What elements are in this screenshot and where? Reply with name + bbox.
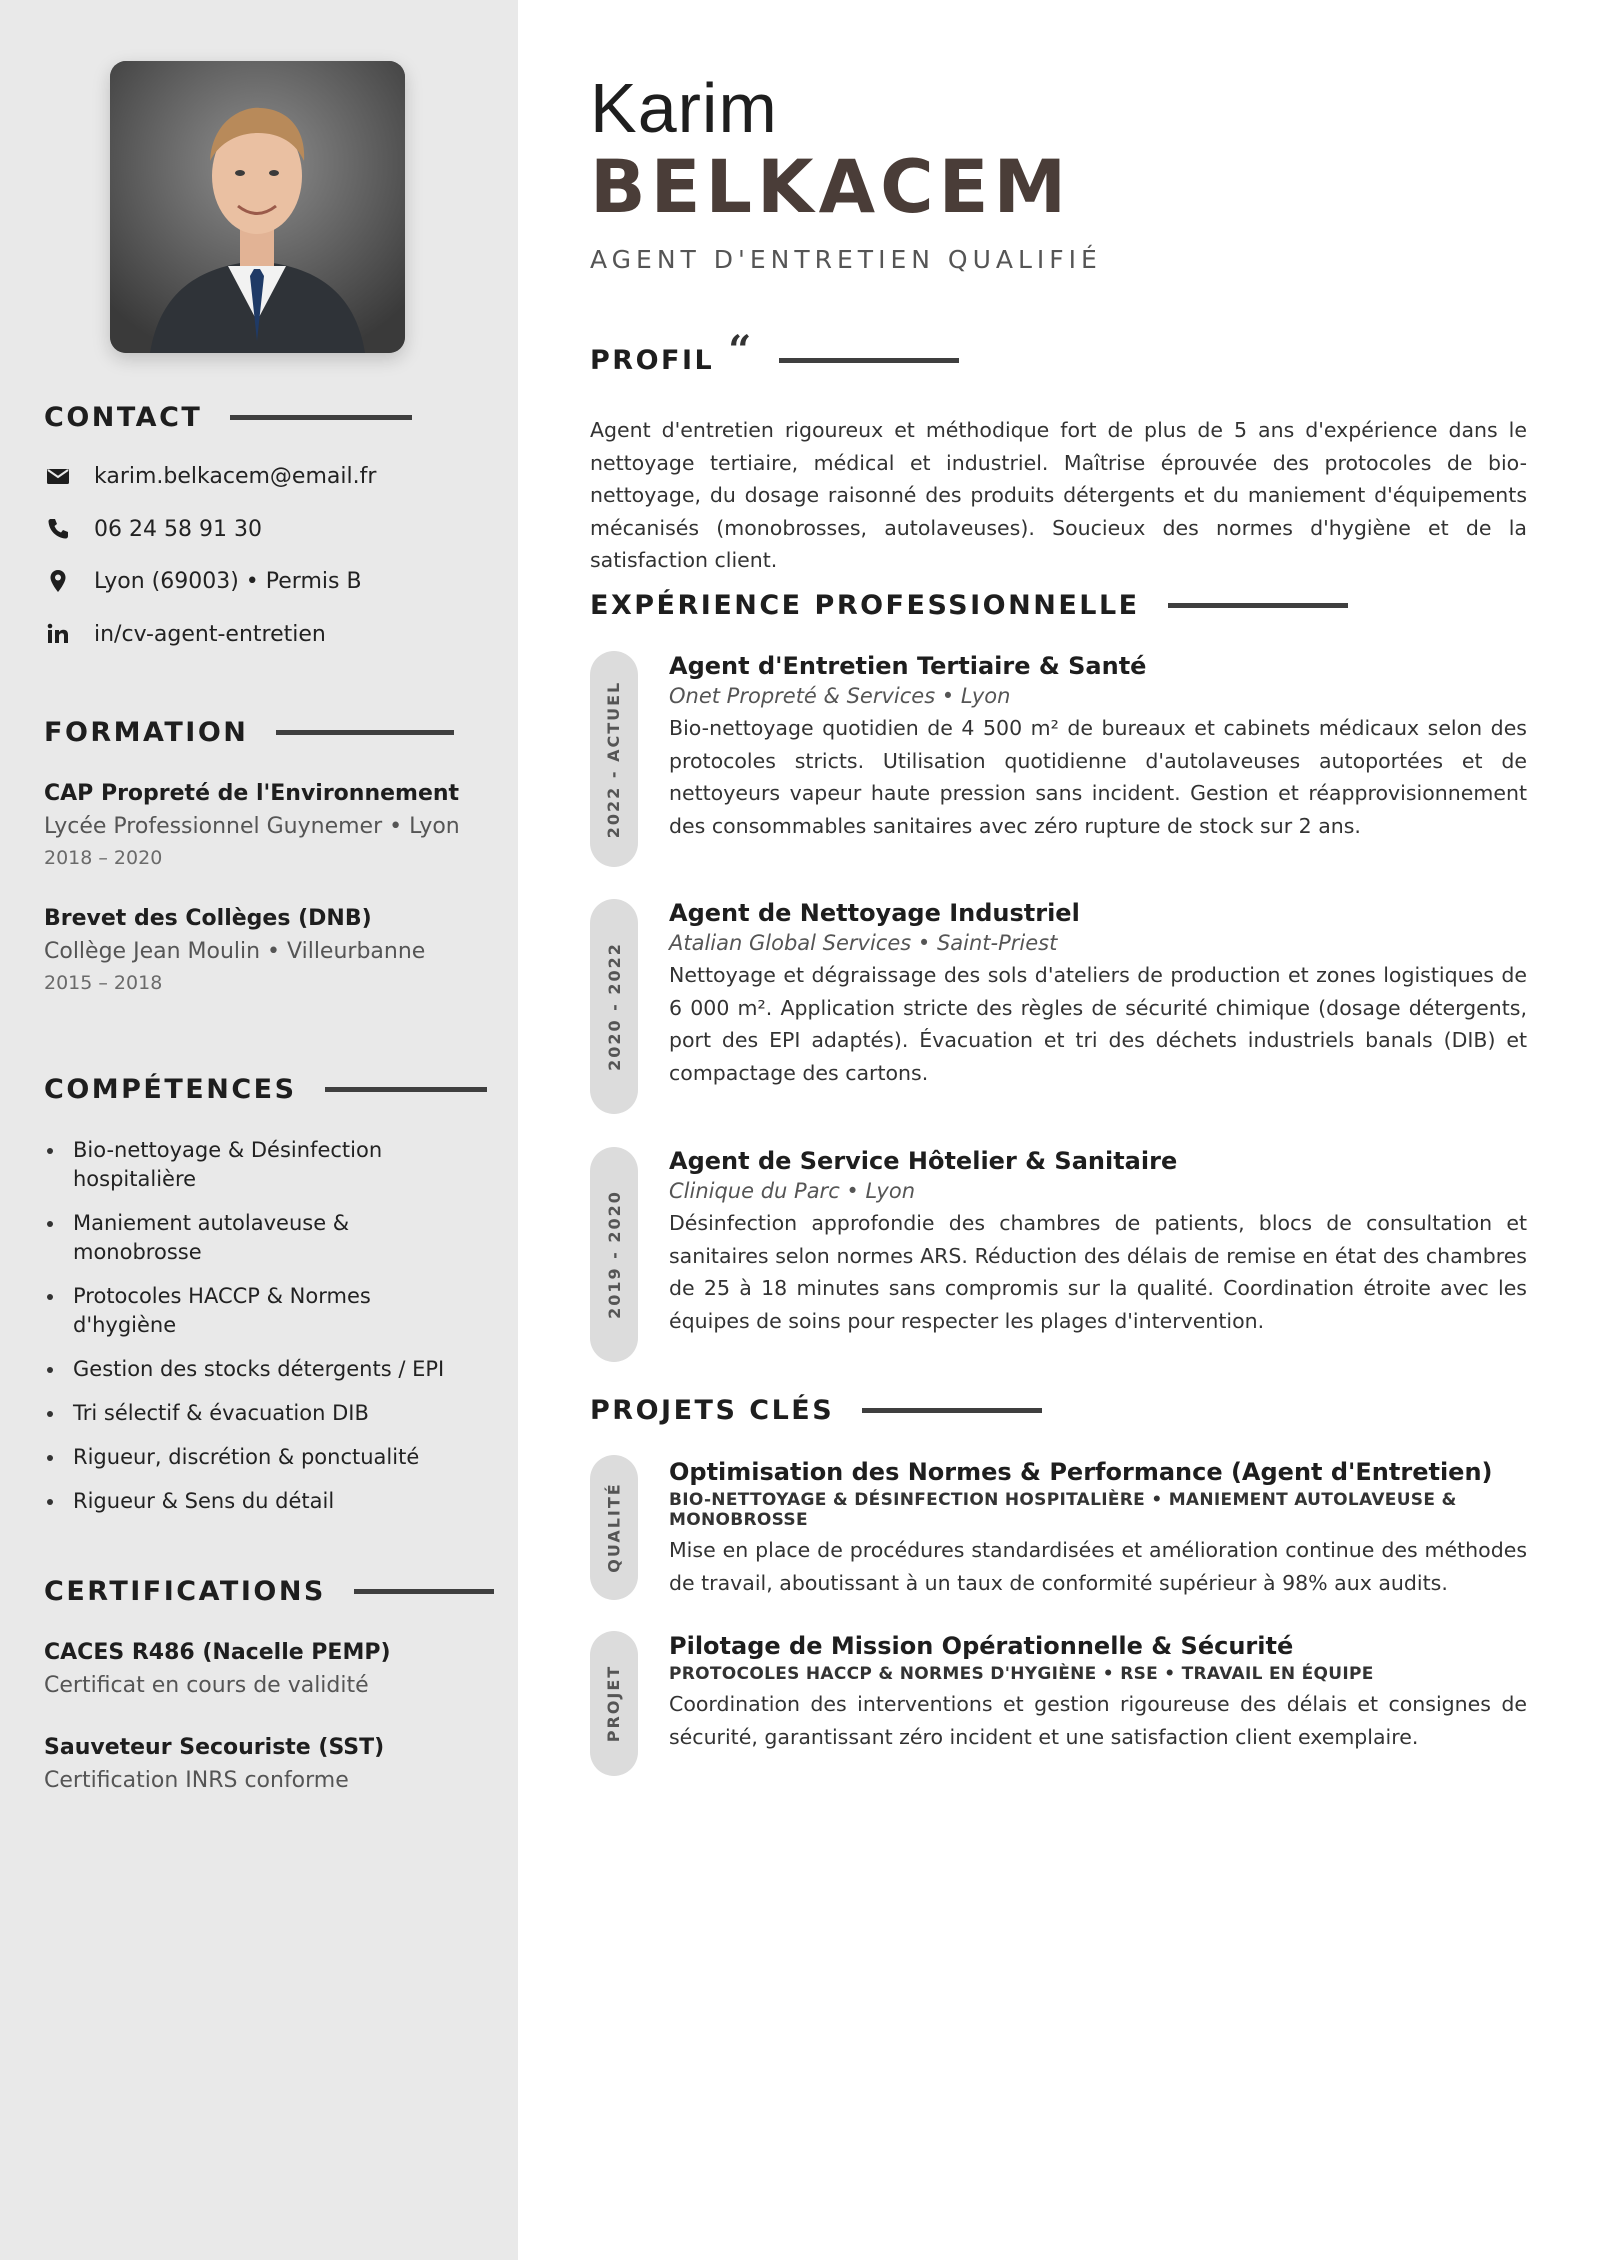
period-badge <box>590 651 638 867</box>
skill-item: Gestion des stocks détergents / EPI <box>44 1355 464 1384</box>
profil-heading <box>590 327 959 384</box>
skills-list <box>44 1136 464 1531</box>
skill-item: Maniement autolaveuse & monobrosse <box>44 1209 464 1267</box>
project-item <box>669 1632 1527 1753</box>
skill-item: Rigueur & Sens du détail <box>44 1487 464 1516</box>
formation-years: 2018 – 2020 <box>44 847 163 869</box>
job-title: AGENT D'ENTRETIEN QUALIFIÉ <box>590 245 1102 274</box>
project-tag: QUALITÉ <box>604 1482 624 1573</box>
experience-item <box>669 899 1527 1089</box>
formation-heading <box>44 717 454 748</box>
heading-divider <box>354 1589 494 1594</box>
skill-item: Protocoles HACCP & Normes d'hygiène <box>44 1282 464 1340</box>
location-pin-icon <box>44 568 72 594</box>
period-label: 2019 - 2020 <box>604 1190 624 1319</box>
formation-degree: CAP Propreté de l'Environnement <box>44 781 460 806</box>
experience-company: Onet Propreté & Services • Lyon <box>669 684 1011 708</box>
last-name: BELKACEM <box>590 145 1072 230</box>
period-badge <box>590 1147 638 1362</box>
certifications-title: CERTIFICATIONS <box>44 1576 326 1607</box>
contact-phone[interactable] <box>44 516 262 542</box>
experience-role: Agent de Nettoyage Industriel <box>669 899 1080 927</box>
contact-location <box>44 568 362 594</box>
experience-company: Atalian Global Services • Saint-Priest <box>669 931 1058 955</box>
project-tag-badge <box>590 1455 638 1600</box>
heading-divider <box>779 358 959 363</box>
heading-divider <box>230 415 412 420</box>
certification-detail: Certificat en cours de validité <box>44 1673 369 1698</box>
heading-divider <box>1168 603 1348 608</box>
certification-detail: Certification INRS conforme <box>44 1768 349 1793</box>
linkedin-icon <box>44 621 72 647</box>
project-description: Mise en place de procédures standardisées et amélioration continue des méthodes de travail, aboutissant à un taux de conformité supérieur à 98% aux audits. <box>669 1538 1527 1595</box>
experience-description: Bio-nettoyage quotidien de 4 500 m² de bureaux et cabinets médicaux selon des protocoles stricts. Utilisation quotidienne d'autolaveuses autoportées et de nettoyeurs vapeur haute pression sans incident. Gestion et réapprovisionnement des consommables sanitaires avec zéro rupture de stock sur 2 ans. <box>669 716 1527 838</box>
certification-name: CACES R486 (Nacelle PEMP) <box>44 1640 391 1665</box>
project-keywords: BIO-NETTOYAGE & DÉSINFECTION HOSPITALIÈRE • MANIEMENT AUTOLAVEUSE & MONOBROSSE <box>669 1490 1457 1530</box>
competences-title: COMPÉTENCES <box>44 1074 297 1105</box>
projets-heading <box>590 1395 1042 1426</box>
phone-icon <box>44 516 72 542</box>
project-title: Pilotage de Mission Opérationnelle & Sécurité <box>669 1632 1294 1660</box>
contact-email[interactable] <box>44 463 376 489</box>
profile-photo <box>110 61 405 353</box>
formation-years: 2015 – 2018 <box>44 972 163 994</box>
envelope-icon <box>44 463 72 489</box>
contact-heading <box>44 402 412 433</box>
experience-heading <box>590 590 1348 621</box>
contact-email-text: karim.belkacem@email.fr <box>94 463 377 489</box>
formation-degree: Brevet des Collèges (DNB) <box>44 906 372 931</box>
formation-title: FORMATION <box>44 717 249 748</box>
project-item <box>669 1458 1527 1599</box>
contact-linkedin-text: in/cv-agent-entretien <box>94 621 326 647</box>
projets-title: PROJETS CLÉS <box>590 1395 835 1426</box>
period-label: 2020 - 2022 <box>604 942 624 1071</box>
skill-item: Tri sélectif & évacuation DIB <box>44 1399 464 1428</box>
certification-item <box>44 1640 494 1698</box>
contact-phone-text: 06 24 58 91 30 <box>94 516 262 542</box>
formation-item <box>44 906 494 994</box>
formation-item <box>44 781 494 869</box>
experience-role: Agent de Service Hôtelier & Sanitaire <box>669 1147 1178 1175</box>
contact-linkedin[interactable] <box>44 621 326 647</box>
first-name: Karim <box>590 69 778 147</box>
contact-title: CONTACT <box>44 402 203 433</box>
quote-icon: “ <box>728 327 752 374</box>
formation-school: Collège Jean Moulin • Villeurbanne <box>44 939 426 964</box>
profile-text: Agent d'entretien rigoureux et méthodique fort de plus de 5 ans d'expérience dans le nettoyage tertiaire, médical et industriel. Maîtrise éprouvée des protocoles de bio-nettoyage, du dosage raisonné des produits détergents et du maniement d'équipements mécanisés (monobrosses, autolaveuses). Soucieux des normes d'hygiène et de la satisfaction client. <box>590 418 1527 572</box>
experience-role: Agent d'Entretien Tertiaire & Santé <box>669 652 1147 680</box>
project-description: Coordination des interventions et gestion rigoureuse des délais et consignes de sécurité, garantissant zéro incident et une satisfaction client exemplaire. <box>669 1692 1527 1749</box>
heading-divider <box>862 1408 1042 1413</box>
project-tag: PROJET <box>604 1664 624 1743</box>
competences-heading <box>44 1074 487 1105</box>
skill-item: Bio-nettoyage & Désinfection hospitalière <box>44 1136 464 1194</box>
experience-item <box>669 1147 1527 1337</box>
experience-title: EXPÉRIENCE PROFESSIONNELLE <box>590 590 1140 621</box>
heading-divider <box>276 730 454 735</box>
experience-description: Désinfection approfondie des chambres de patients, blocs de consultation et sanitaires selon normes ARS. Réduction des délais de remise en état des chambres de 25 à 18 minutes sans compromis sur la qualité. Coordination étroite avec les équipes de soins pour respecter les plages d'intervention. <box>669 1211 1527 1333</box>
project-keywords: PROTOCOLES HACCP & NORMES D'HYGIÈNE • RSE • TRAVAIL EN ÉQUIPE <box>669 1664 1374 1684</box>
experience-description: Nettoyage et dégraissage des sols d'ateliers de production et zones logistiques de 6 000 m². Application stricte des règles de sécurité chimique (dosage détergents, port des EPI adaptés). Évacuation et tri des déchets industriels banals (DIB) et compactage des cartons. <box>669 963 1527 1085</box>
experience-company: Clinique du Parc • Lyon <box>669 1179 916 1203</box>
contact-location-text: Lyon (69003) • Permis B <box>94 568 362 594</box>
formation-school: Lycée Professionnel Guynemer • Lyon <box>44 814 460 839</box>
experience-item <box>669 652 1527 842</box>
project-title: Optimisation des Normes & Performance (Agent d'Entretien) <box>669 1458 1493 1486</box>
certifications-heading <box>44 1576 494 1607</box>
sidebar <box>0 0 518 2260</box>
certification-item <box>44 1735 494 1793</box>
project-tag-badge <box>590 1631 638 1776</box>
certification-name: Sauveteur Secouriste (SST) <box>44 1735 385 1760</box>
profil-title: PROFIL <box>590 345 715 376</box>
period-badge <box>590 899 638 1114</box>
period-label: 2022 - ACTUEL <box>604 680 624 838</box>
heading-divider <box>325 1087 487 1092</box>
skill-item: Rigueur, discrétion & ponctualité <box>44 1443 464 1472</box>
